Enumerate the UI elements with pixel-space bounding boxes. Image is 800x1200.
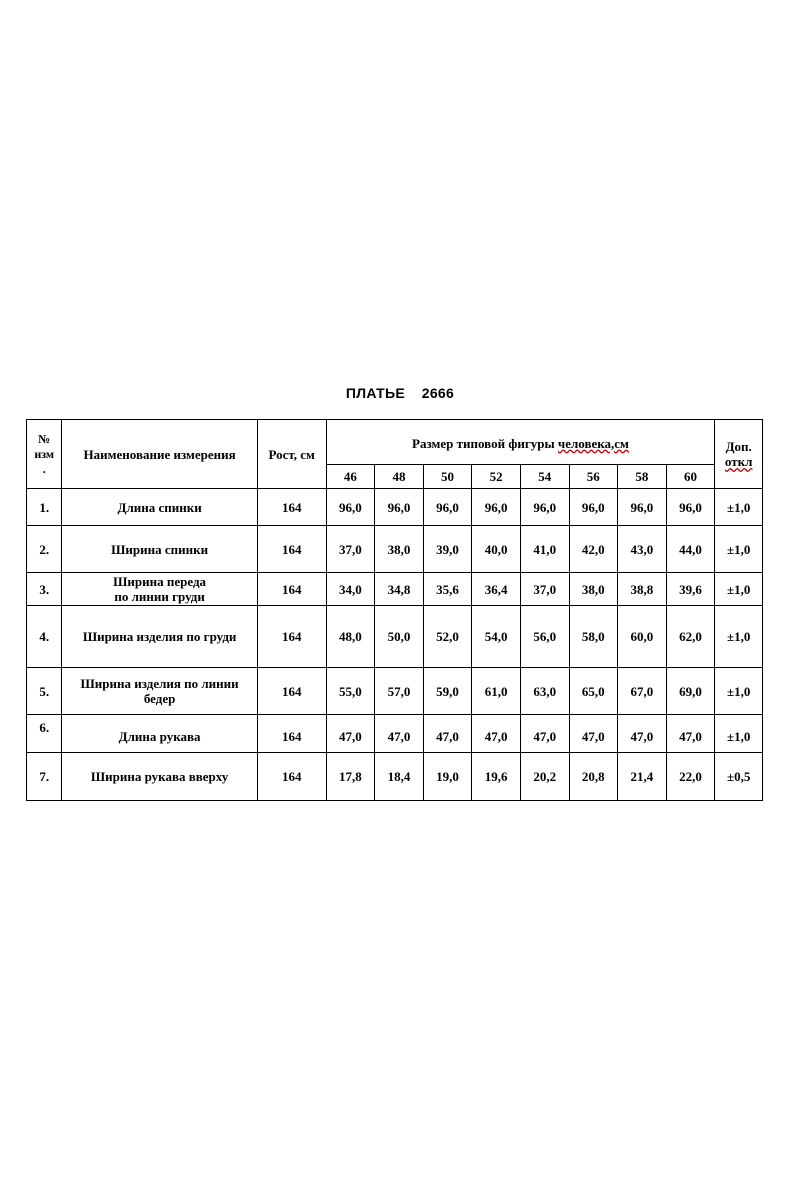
- header-tolerance-line2: откл: [724, 454, 753, 469]
- table-row: [27, 489, 763, 526]
- header-number-cell: [27, 420, 62, 489]
- tolerance-value: ±0,5: [715, 753, 763, 801]
- table-row: [27, 668, 763, 715]
- height-value: 164: [257, 489, 326, 526]
- size-value-54: 37,0: [520, 573, 569, 606]
- tolerance-value: ±1,0: [715, 573, 763, 606]
- header-size-48: 48: [375, 465, 424, 489]
- size-value-54: 63,0: [520, 668, 569, 715]
- header-size-52: 52: [472, 465, 521, 489]
- height-value: 164: [257, 753, 326, 801]
- tolerance-value: ±1,0: [715, 715, 763, 753]
- measurement-name-line1: Ширина спинки: [111, 541, 209, 557]
- header-size-group-underlined: человека,см: [557, 435, 629, 451]
- row-number: 5.: [27, 668, 62, 715]
- measurement-name: [62, 668, 257, 715]
- size-measurement-table: [26, 419, 763, 801]
- size-value-60: 96,0: [666, 489, 715, 526]
- size-value-50: 47,0: [423, 715, 472, 753]
- header-height: Рост, см: [257, 420, 326, 489]
- table-row: [27, 573, 763, 606]
- size-value-46: 55,0: [326, 668, 375, 715]
- header-size-58: 58: [618, 465, 667, 489]
- size-value-52: 19,6: [472, 753, 521, 801]
- header-size-54: 54: [520, 465, 569, 489]
- header-number-line2: изм: [34, 446, 55, 461]
- size-value-56: 96,0: [569, 489, 618, 526]
- size-value-56: 20,8: [569, 753, 618, 801]
- tolerance-value: ±1,0: [715, 606, 763, 668]
- size-value-46: 34,0: [326, 573, 375, 606]
- header-size-46: 46: [326, 465, 375, 489]
- size-value-58: 67,0: [618, 668, 667, 715]
- measurement-name-line2: по линии груди: [114, 589, 205, 604]
- size-value-60: 62,0: [666, 606, 715, 668]
- table-body: [27, 489, 763, 801]
- header-size-group-prefix: Размер типовой фигуры: [412, 435, 558, 451]
- measurement-name-line1: Ширина рукава вверху: [90, 769, 229, 784]
- size-value-56: 47,0: [569, 715, 618, 753]
- size-value-58: 38,8: [618, 573, 667, 606]
- header-row: [27, 420, 763, 465]
- size-value-54: 47,0: [520, 715, 569, 753]
- measurement-name: [62, 715, 257, 753]
- size-value-58: 21,4: [618, 753, 667, 801]
- size-value-52: 47,0: [472, 715, 521, 753]
- measurement-name-line1: Ширина изделия по линии: [80, 676, 239, 691]
- size-value-60: 22,0: [666, 753, 715, 801]
- size-value-48: 50,0: [375, 606, 424, 668]
- size-value-58: 96,0: [618, 489, 667, 526]
- row-number: 7.: [27, 753, 62, 801]
- size-value-58: 43,0: [618, 526, 667, 573]
- size-value-52: 96,0: [472, 489, 521, 526]
- table-row: [27, 526, 763, 573]
- size-value-50: 19,0: [423, 753, 472, 801]
- height-value: 164: [257, 606, 326, 668]
- row-number: 3.: [27, 573, 62, 606]
- header-size-50: 50: [423, 465, 472, 489]
- size-value-60: 39,6: [666, 573, 715, 606]
- measurement-name-line1: Ширина изделия по груди: [82, 629, 237, 644]
- size-value-50: 35,6: [423, 573, 472, 606]
- size-value-58: 47,0: [618, 715, 667, 753]
- header-tolerance: [715, 420, 763, 489]
- table-row: [27, 753, 763, 801]
- measurement-name: [62, 526, 257, 573]
- table-row: [27, 715, 763, 753]
- size-value-46: 48,0: [326, 606, 375, 668]
- size-value-46: 47,0: [326, 715, 375, 753]
- size-value-52: 36,4: [472, 573, 521, 606]
- table-row: [27, 606, 763, 668]
- size-value-50: 59,0: [423, 668, 472, 715]
- size-value-46: 37,0: [326, 526, 375, 573]
- measurement-name-line1: Длина спинки: [117, 499, 202, 515]
- size-value-48: 96,0: [375, 489, 424, 526]
- size-value-46: 17,8: [326, 753, 375, 801]
- tolerance-value: ±1,0: [715, 489, 763, 526]
- header-size-60: 60: [666, 465, 715, 489]
- size-value-54: 20,2: [520, 753, 569, 801]
- measurement-name-line2: бедер: [143, 691, 176, 706]
- height-value: 164: [257, 715, 326, 753]
- size-value-52: 61,0: [472, 668, 521, 715]
- size-value-50: 96,0: [423, 489, 472, 526]
- header-number-line1: №: [38, 431, 51, 446]
- measurement-name: [62, 489, 257, 526]
- size-value-54: 56,0: [520, 606, 569, 668]
- measurement-name-line1: Длина рукава: [118, 729, 201, 744]
- row-number: 4.: [27, 606, 62, 668]
- size-value-54: 41,0: [520, 526, 569, 573]
- header-measurement-name: Наименование измерения: [62, 420, 257, 489]
- height-value: 164: [257, 668, 326, 715]
- size-value-48: 34,8: [375, 573, 424, 606]
- size-value-48: 38,0: [375, 526, 424, 573]
- measurement-name-line1: Ширина переда: [113, 574, 207, 589]
- size-value-54: 96,0: [520, 489, 569, 526]
- tolerance-value: ±1,0: [715, 668, 763, 715]
- header-size-56: 56: [569, 465, 618, 489]
- measurement-name: [62, 606, 257, 668]
- size-value-48: 47,0: [375, 715, 424, 753]
- size-value-50: 39,0: [423, 526, 472, 573]
- header-number-line3: .: [42, 461, 46, 476]
- document-title: ПЛАТЬЕ 2666: [345, 385, 455, 401]
- size-value-58: 60,0: [618, 606, 667, 668]
- row-number: 1.: [27, 489, 62, 526]
- size-value-52: 40,0: [472, 526, 521, 573]
- size-value-56: 65,0: [569, 668, 618, 715]
- size-value-60: 44,0: [666, 526, 715, 573]
- row-number: 2.: [27, 526, 62, 573]
- size-value-56: 42,0: [569, 526, 618, 573]
- tolerance-value: ±1,0: [715, 526, 763, 573]
- height-value: 164: [257, 526, 326, 573]
- size-value-48: 57,0: [375, 668, 424, 715]
- measurement-name: [62, 573, 257, 606]
- size-value-60: 47,0: [666, 715, 715, 753]
- size-value-50: 52,0: [423, 606, 472, 668]
- size-value-56: 58,0: [569, 606, 618, 668]
- header-size-group: [326, 420, 715, 465]
- row-number: 6.: [27, 715, 62, 753]
- size-value-48: 18,4: [375, 753, 424, 801]
- header-tolerance-line1: Доп.: [725, 439, 752, 454]
- measurement-name: [62, 753, 257, 801]
- height-value: 164: [257, 573, 326, 606]
- size-value-46: 96,0: [326, 489, 375, 526]
- size-value-56: 38,0: [569, 573, 618, 606]
- size-value-60: 69,0: [666, 668, 715, 715]
- size-value-52: 54,0: [472, 606, 521, 668]
